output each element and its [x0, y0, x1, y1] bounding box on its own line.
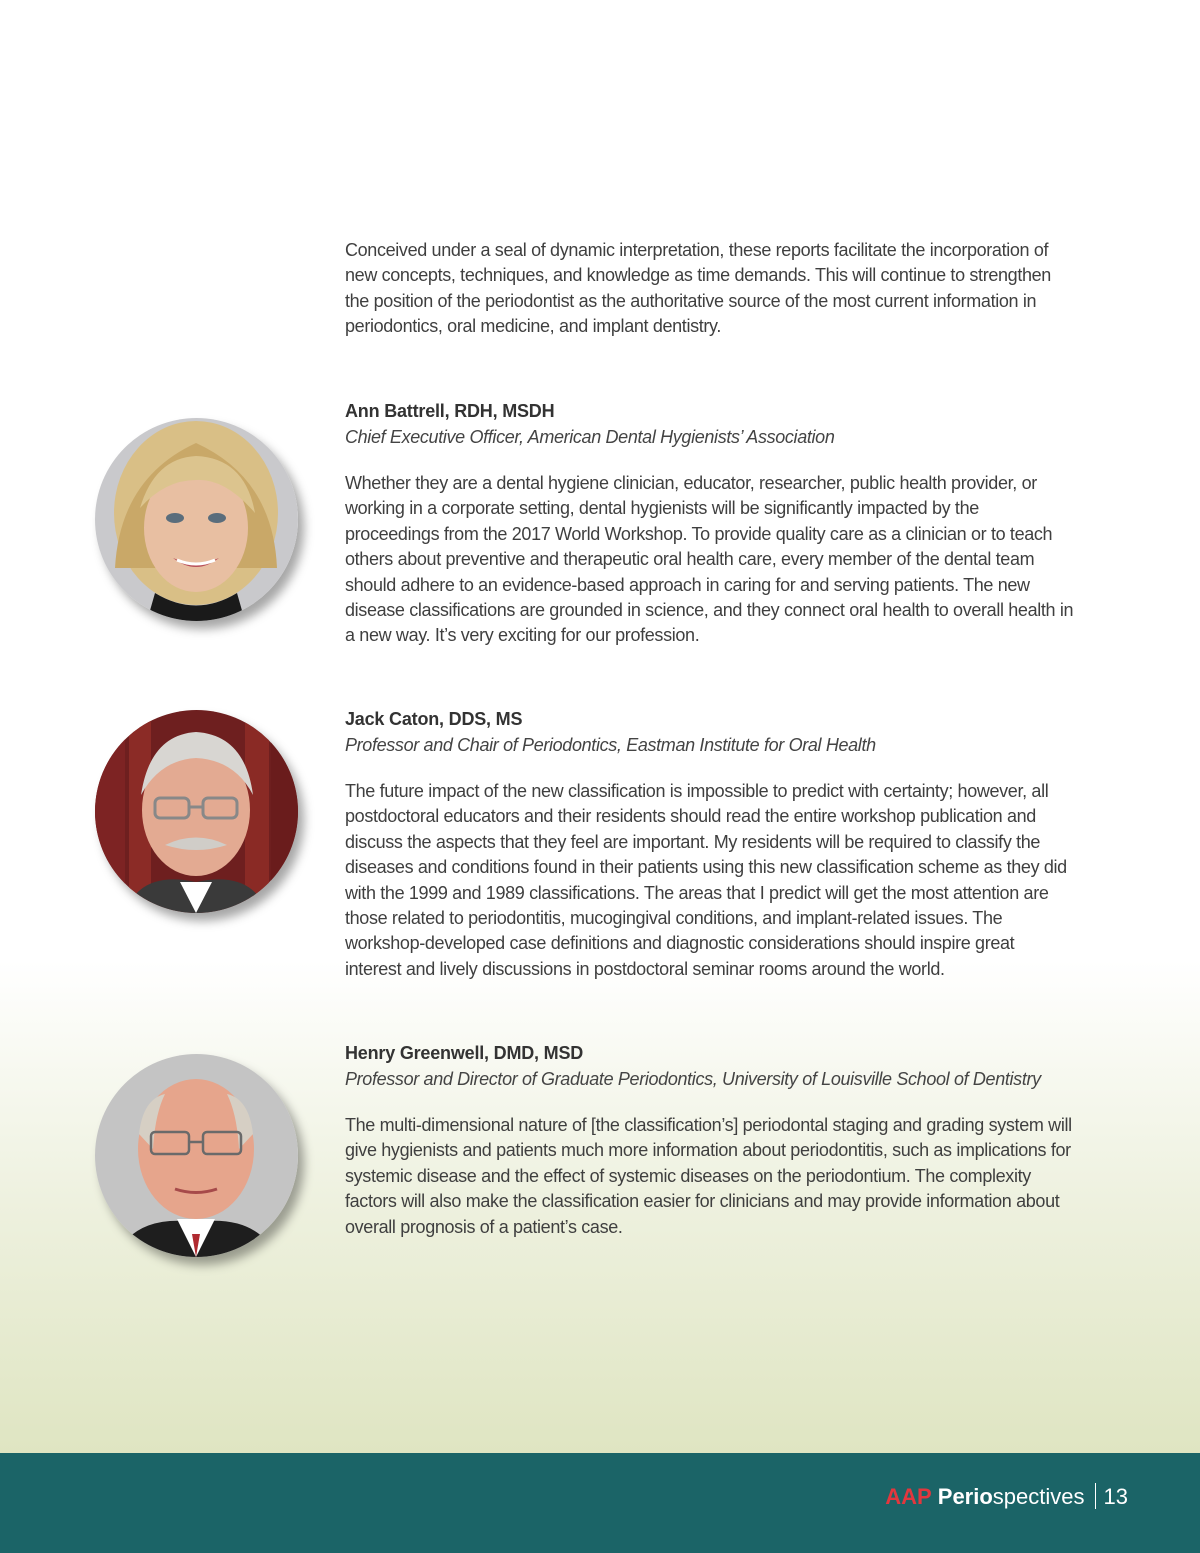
page-number: 13	[1103, 1484, 1128, 1509]
portrait-ann-battrell	[95, 418, 298, 621]
testimonial-title: Professor and Chair of Periodontics, Eastman Institute for Oral Health	[345, 735, 876, 755]
brand-aap: AAP	[885, 1484, 932, 1509]
testimonial-name: Ann Battrell, RDH, MSDH	[345, 401, 555, 421]
testimonial-title: Professor and Director of Graduate Periodontics, University of Louisville School of Dentistry	[345, 1069, 1041, 1089]
testimonial-name: Jack Caton, DDS, MS	[345, 709, 523, 729]
brand-rest: spectives	[992, 1484, 1085, 1509]
publication-brand	[885, 1483, 1128, 1510]
portrait-henry-greenwell	[95, 1054, 298, 1257]
brand-perio: Perio	[937, 1484, 993, 1509]
testimonial-name: Henry Greenwell, DMD, MSD	[345, 1043, 584, 1063]
footer-bar	[0, 1453, 1200, 1553]
portrait-jack-caton	[95, 710, 298, 913]
testimonial-quote: The multi-dimensional nature of [the classification’s] periodontal staging and grading system will give hygienists and patients much more information about periodontitis, such as implications for systemic disease and the effect of systemic diseases on the periodontium. The complexity factors will also make the classification easier for clinicians and may provide information about overall prognosis of a patient’s case.	[345, 1115, 1072, 1237]
testimonial-quote: The future impact of the new classification is impossible to predict with certainty; however, all postdoctoral educators and their residents should read the entire workshop publication and discuss the aspects that they feel are important. My residents will be required to classify the diseases and conditions found in their patients using this new classification scheme as they did with the 1999 and 1989 classifications. The areas that I predict will get the most attention are those related to periodontitis, mucogingival conditions, and implant-related issues. The workshop-developed case definitions and diagnostic considerations should inspire great interest and lively discussions in postdoctoral seminar rooms around the world.	[345, 781, 1067, 979]
intro-paragraph: Conceived under a seal of dynamic interpretation, these reports facilitate the incorporation of new concepts, techniques, and knowledge as time demands. This will continue to strengthen the position of the periodontist as the authoritative source of the most current information in periodontics, oral medicine, and implant dentistry.	[345, 240, 1051, 337]
testimonial-quote: Whether they are a dental hygiene clinician, educator, researcher, public health provider, or working in a corporate setting, dental hygienists will be significantly impacted by the proceedings from the 2017 World Workshop. To provide quality care as a clinician or to teach others about preventive and therapeutic oral health care, every member of the dental team should adhere to an evidence-based approach in caring for and serving patients. The new disease classifications are grounded in science, and they connect oral health to overall health in a new way. It’s very exciting for our profession.	[345, 473, 1074, 646]
divider	[1095, 1483, 1096, 1509]
testimonial-title: Chief Executive Officer, American Dental Hygienists’ Association	[345, 427, 835, 447]
